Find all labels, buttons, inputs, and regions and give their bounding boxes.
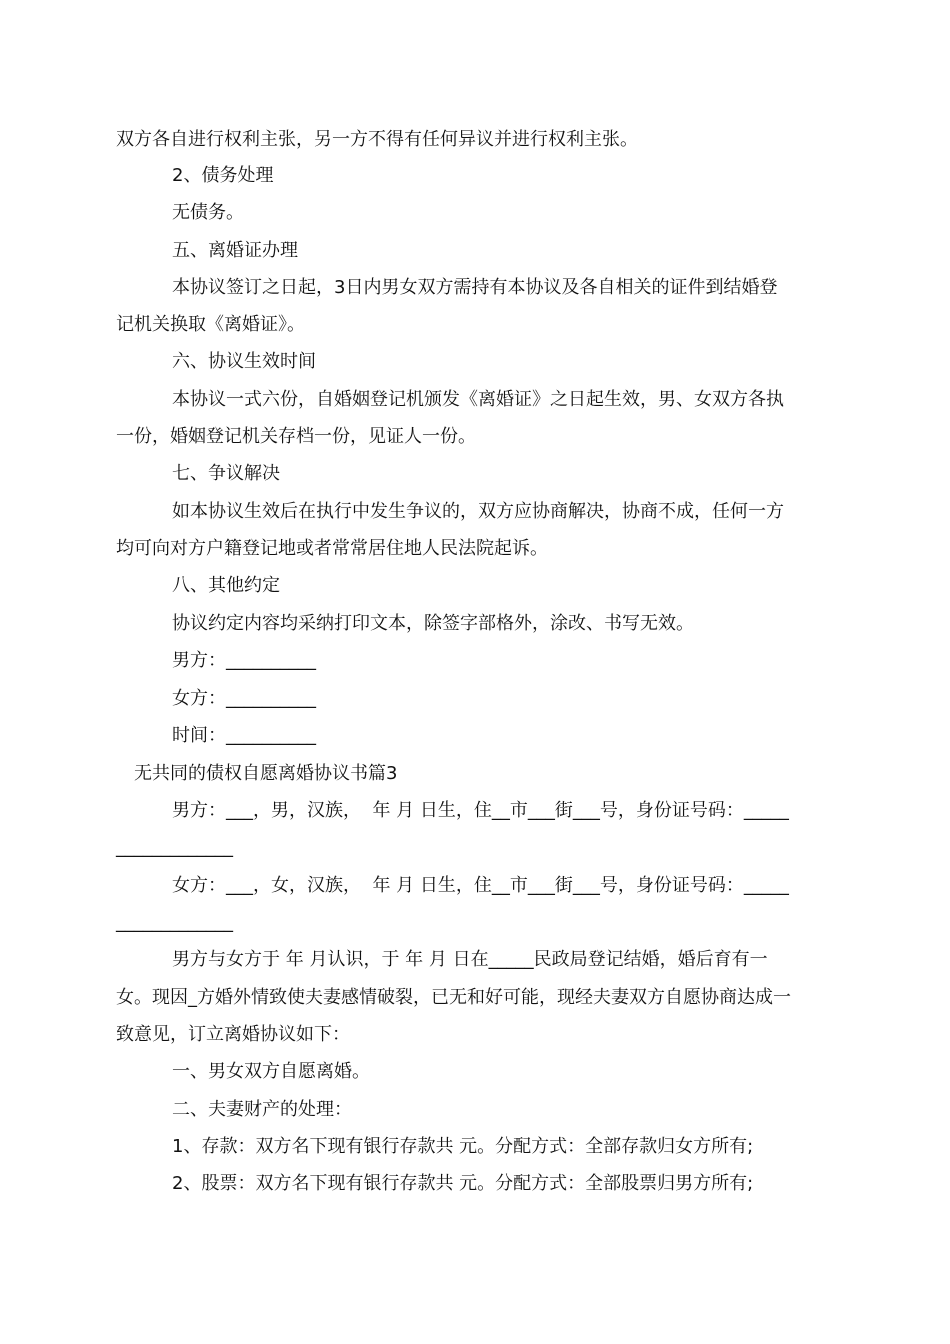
subsection-heading: 2、债务处理: [172, 165, 274, 186]
section-heading: 五、离婚证办理: [172, 240, 298, 261]
signature-line-date: 时间：__________: [172, 725, 316, 746]
section-heading: 二、夫妻财产的处理：: [172, 1099, 352, 1120]
paragraph-line: 无债务。: [172, 202, 244, 223]
paragraph-line: 男方：___，男，汉族， 年 月 日生，住__市___街___号，身份证号码：_____: [172, 800, 789, 821]
section-heading: 一、男女双方自愿离婚。: [172, 1061, 370, 1082]
signature-line-male: 男方：__________: [172, 650, 316, 671]
paragraph-line: 女。现因_方婚外情致使夫妻感情破裂，已无和好可能，现经夫妻双方自愿协商达成一: [116, 987, 791, 1008]
paragraph-line: 男方与女方于 年 月认识，于 年 月 日在_____民政局登记结婚，婚后育有一: [172, 949, 768, 970]
document-title: 无共同的债权自愿离婚协议书篇3: [134, 763, 398, 784]
paragraph-line: 女方：___，女，汉族， 年 月 日生，住__市___街___号，身份证号码：_____: [172, 875, 789, 896]
section-heading: 六、协议生效时间: [172, 351, 316, 372]
paragraph-line: _____________: [116, 837, 233, 858]
paragraph-line: _____________: [116, 912, 233, 933]
paragraph-line: 本协议一式六份，自婚姻登记机颁发《离婚证》之日起生效，男、女双方各执: [172, 389, 784, 410]
paragraph-line: 本协议签订之日起，3日内男女双方需持有本协议及各自相关的证件到结婚登: [172, 277, 778, 298]
section-heading: 八、其他约定: [172, 575, 280, 596]
paragraph-line: 致意见，订立离婚协议如下：: [116, 1024, 350, 1045]
section-heading: 七、争议解决: [172, 463, 280, 484]
paragraph-line: 双方各自进行权利主张，另一方不得有任何异议并进行权利主张。: [116, 129, 638, 150]
paragraph-line: 如本协议生效后在执行中发生争议的，双方应协商解决，协商不成，任何一方: [172, 501, 784, 522]
signature-line-female: 女方：__________: [172, 688, 316, 709]
paragraph-line: 一份，婚姻登记机关存档一份，见证人一份。: [116, 426, 476, 447]
paragraph-line: 2、股票：双方名下现有银行存款共 元。分配方式：全部股票归男方所有;: [172, 1173, 754, 1194]
paragraph-line: 均可向对方户籍登记地或者常常居住地人民法院起诉。: [116, 538, 548, 559]
paragraph-line: 协议约定内容均采纳打印文本，除签字部格外，涂改、书写无效。: [172, 613, 694, 634]
paragraph-line: 1、存款：双方名下现有银行存款共 元。分配方式：全部存款归女方所有;: [172, 1136, 754, 1157]
paragraph-line: 记机关换取《离婚证》。: [116, 314, 305, 335]
